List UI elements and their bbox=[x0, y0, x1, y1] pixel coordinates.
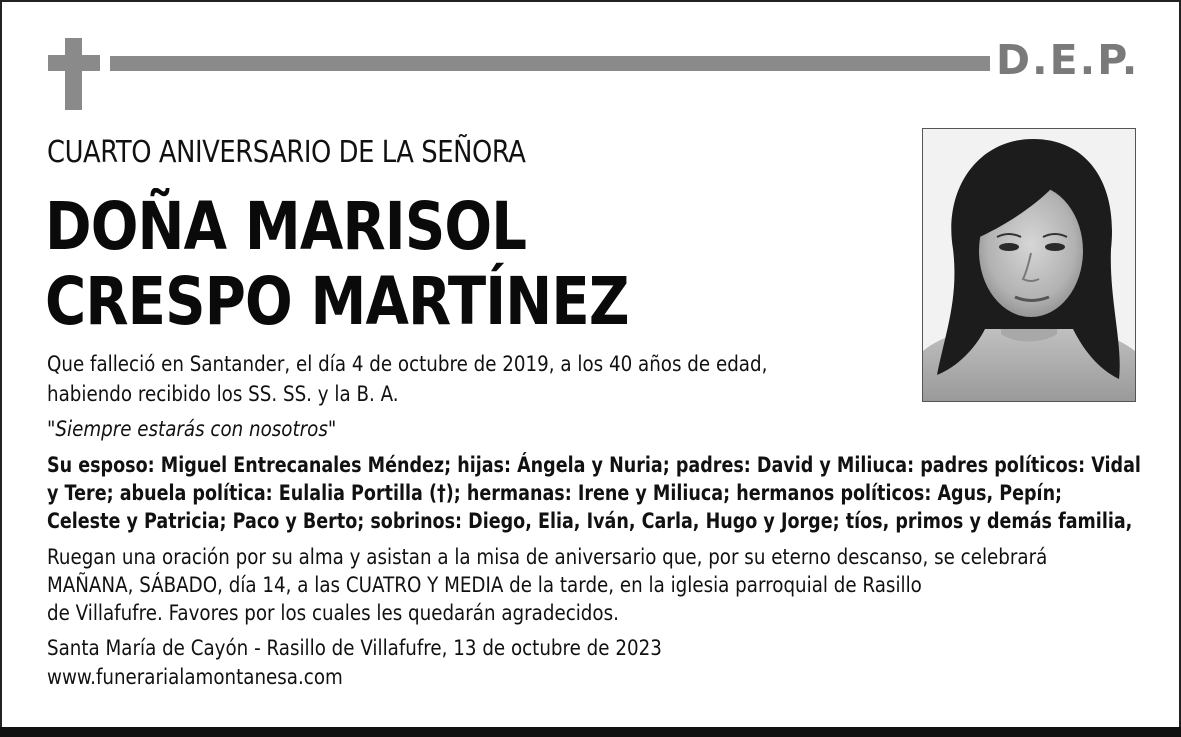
place-date: Santa María de Cayón - Rasillo de Villafufre, 13 de octubre de 2023 bbox=[47, 636, 662, 660]
request-line2: MAÑANA, SÁBADO, día 14, a las CUATRO Y MEDIA de la tarde, en la iglesia parroquial de Rasillo bbox=[47, 573, 922, 597]
bottom-rule bbox=[0, 727, 1181, 737]
header-rule bbox=[110, 56, 990, 71]
request-line3: de Villafufre. Favores por los cuales les quedarán agradecidos. bbox=[47, 601, 619, 625]
deceased-name-line1: DOÑA MARISOL bbox=[45, 188, 527, 265]
death-notice-line1: Que falleció en Santander, el día 4 de octubre de 2019, a los 40 años de edad, bbox=[47, 352, 768, 376]
anniversary-subtitle: CUARTO ANIVERSARIO DE LA SEÑORA bbox=[47, 135, 526, 170]
funeral-home-website[interactable]: www.funerarialamontanesa.com bbox=[47, 665, 343, 689]
cross-icon bbox=[48, 38, 100, 110]
death-notice-line2: habiendo recibido los SS. SS. y la B. A. bbox=[47, 382, 399, 406]
dep-label: D.E.P. bbox=[996, 36, 1140, 84]
request-line1: Ruegan una oración por su alma y asistan a la misa de aniversario que, por su eterno descanso, se celebrará bbox=[47, 545, 1048, 569]
family-line1: Su esposo: Miguel Entrecanales Méndez; hijas: Ángela y Nuria; padres: David y Miliuca: padres políticos: Vidal bbox=[47, 453, 1141, 477]
memorial-quote: "Siempre estarás con nosotros" bbox=[47, 417, 337, 441]
deceased-name-line2: CRESPO MARTÍNEZ bbox=[45, 263, 629, 340]
family-line3: Celeste y Patricia; Paco y Berto; sobrinos: Diego, Elia, Iván, Carla, Hugo y Jorge; tíos, primos y demás familia, bbox=[47, 509, 1133, 533]
family-line2: y Tere; abuela política: Eulalia Portilla (†); hermanas: Irene y Miliuca; hermanos políticos: Agus, Pepín; bbox=[47, 481, 1063, 505]
deceased-photo bbox=[922, 128, 1136, 402]
